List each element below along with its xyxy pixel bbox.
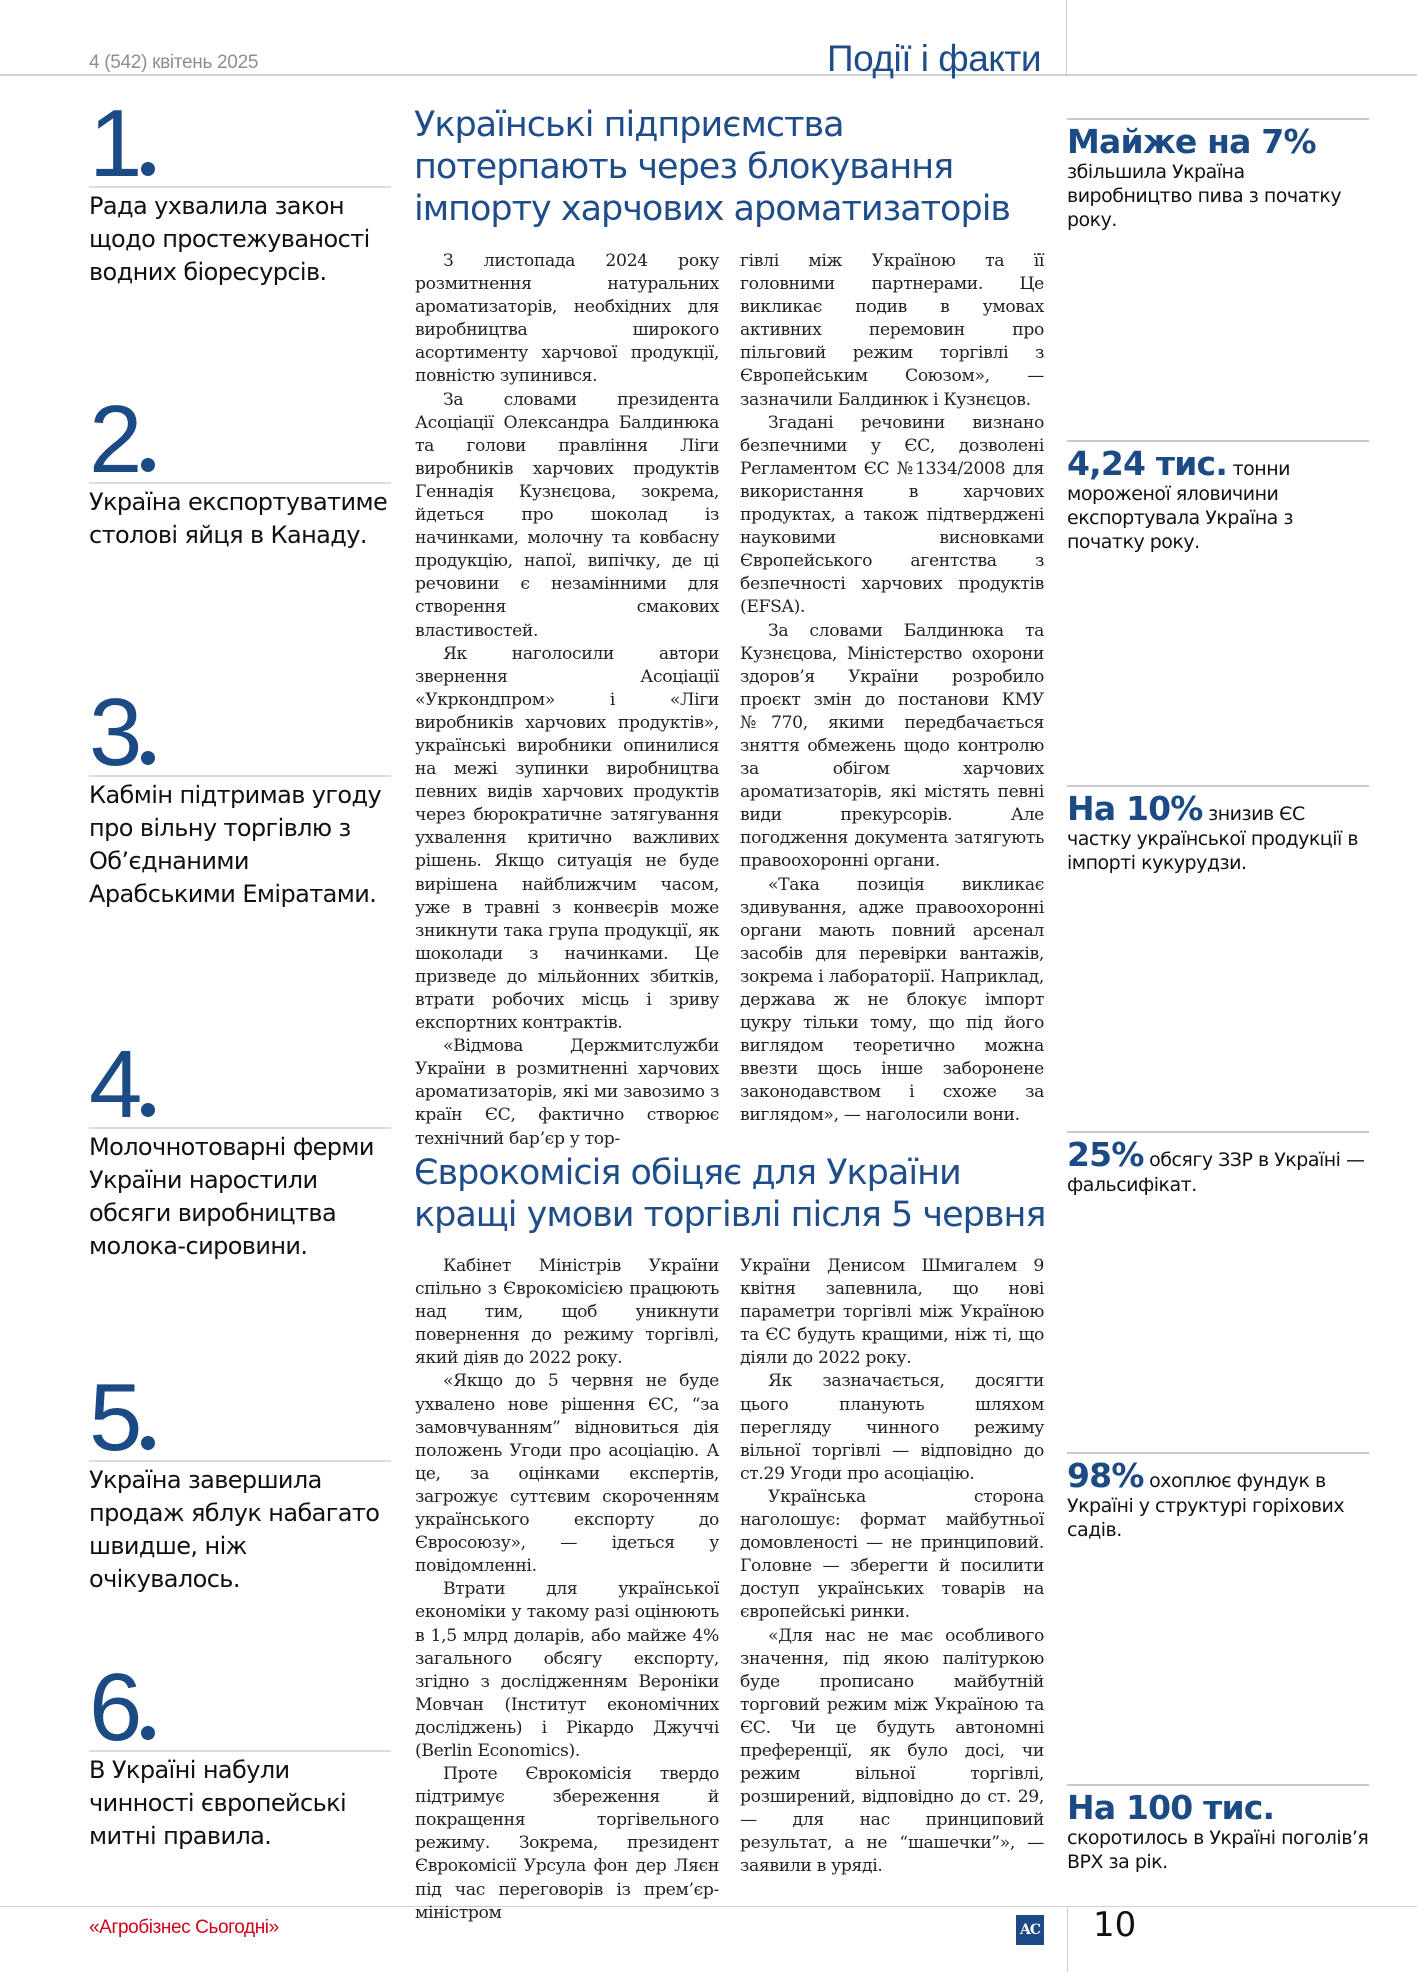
paragraph: «Така позиція викликає здивування, адже правоохоронні органи мають повний арсенал засобів для перевірки вантажів, зокрема і лабораторії. Наприклад, держава ж не блокує імпорт цукру тільки тому, що під його виглядом теоретично можна ввезти щось інше заборонене законодавством і схоже за виглядом», — наголосили вони.: [740, 874, 1044, 1126]
paragraph: За словами Балдинюка та Кузнєцова, Міністерство охорони здоров’я України розробило проєкт змін до постанови КМУ №770, якими передбачається зняття обмежень щодо контролю за обігом харчових ароматизаторів, які містять певні види прекурсорів. Але погодження документа затягують правоохоронні органи.: [740, 620, 1044, 872]
paragraph: «Відмова Держмитслужби України в розмитненні харчових ароматизаторів, які ми завозимо з країн ЄС, фактично створює технічний бар’єр у тор-: [415, 1036, 719, 1149]
news-text: Кабмін підтримав угоду про вільну торгівлю з Об’єднаними Арабськими Еміратами.: [89, 781, 382, 908]
article-2-column-1: [415, 1255, 719, 1925]
fact-value: 4,24 тис.: [1067, 444, 1228, 483]
fact-2: [1067, 440, 1373, 554]
fact-rule: [1067, 785, 1369, 787]
article-2-headline: Єврокомісія обіцяє для України кращі умови торгівлі після 5 червня: [414, 1153, 1046, 1235]
news-item-1: [89, 90, 389, 289]
news-item-3: [89, 679, 389, 911]
article-1-column-2: [740, 250, 1044, 1128]
ac-logo-icon: AC: [1016, 1915, 1044, 1945]
news-number: 3: [89, 693, 389, 773]
fact-line: [1067, 1137, 1373, 1197]
paragraph: гівлі між Україною та її головними партнерами. Це викликає подив в умовах активних перемовин про пільговий режим торгівлі з Європейським Союзом», — зазначили Балдинюк і Кузнєцов.: [740, 251, 1044, 410]
fact-3: [1067, 785, 1373, 875]
news-number: 5: [89, 1378, 389, 1458]
news-item-2: [89, 386, 389, 552]
paragraph: Кабінет Міністрів України спільно з Єврокомісією працюють над тим, щоб уникнути повернення до режиму торгівлі, який діяв до 2022 року.: [415, 1256, 719, 1369]
news-text: Рада ухвалила закон щодо простежуваності водних біоресурсів.: [89, 192, 370, 286]
dot-icon: [141, 162, 155, 176]
fact-1: [1067, 118, 1373, 232]
news-text: Молочнотоварні ферми України наростили обсяги виробництва молока-сировини.: [89, 1133, 374, 1260]
paragraph: «Для нас не має особливого значення, під якою палітуркою буде прописано майбутній торговий режим між Україною та ЄС. Чи це будуть автономні преференції, як було досі, чи режим вільної торгівлі, розширений, відповідно до ст. 29, — для нас принциповий результат, а не “шашечки”», — заявили в уряді.: [740, 1625, 1044, 1877]
paragraph: «Якщо до 5 червня не буде ухвалено нове рішення ЄС, “за замовчуванням” відновиться дія положень Угоди про асоціацію. А це, за оцінками експертів, загрожує суттєвим скороченням українського експорту до Євросоюзу», — ідеться у повідомленні.: [415, 1371, 719, 1577]
article-1-headline: Українські підприємства потерпають через блокування імпорту харчових ароматизаторів: [414, 105, 1011, 229]
news-number: 6: [89, 1668, 389, 1748]
section-title: Події і факти: [827, 38, 1041, 79]
fact-text: охоплює фундук в Україні у структурі горіхових садів.: [1067, 1470, 1345, 1541]
news-number: 1: [89, 104, 389, 184]
dot-icon: [141, 458, 155, 472]
fact-text: знизив ЄС частку української продукції в імпорті кукурудзи.: [1067, 803, 1359, 874]
paragraph: Проте Єврокомісія твердо підтримує збереження й покращення торгівельного режиму. Зокрема, президент Єврокомісії Урсула фон дер Ляєн під час переговорів із прем’єр-міністром: [415, 1764, 719, 1923]
fact-text: обсягу ЗЗР в Україні — фальсифікат.: [1067, 1149, 1365, 1196]
issue-label: 4 (542) квітень 2025: [89, 52, 259, 73]
article-1-column-1: [415, 250, 719, 1151]
fact-4: [1067, 1131, 1373, 1197]
fact-value: На 100 тис.: [1067, 1788, 1275, 1827]
fact-text: збільшила Україна виробництво пива з початку року.: [1067, 161, 1342, 231]
news-item-4: [89, 1031, 389, 1263]
fact-line: [1067, 1458, 1373, 1542]
footer-divider: [1067, 1906, 1068, 1972]
fact-5: [1067, 1452, 1373, 1542]
fact-rule: [1067, 440, 1369, 442]
dot-icon: [141, 1726, 155, 1740]
news-item-5: [89, 1364, 389, 1596]
dot-icon: [141, 751, 155, 765]
paragraph: Згадані речовини визнано безпечними у ЄС, дозволені Регламентом ЄС №1334/2008 для використання в харчових продуктах, а також підтверджені науковими висновками Європейського агентства з безпечності харчових продуктів (EFSA).: [740, 412, 1044, 618]
fact-line: [1067, 791, 1373, 875]
fact-line: [1067, 446, 1373, 554]
fact-value: Майже на 7%: [1067, 122, 1316, 161]
news-number: 2: [89, 400, 389, 480]
fact-text: тонни мороженої яловичини експортувала Україна з початку року.: [1067, 458, 1293, 553]
paragraph: За словами президента Асоціації Олександра Балдинюка та голови правління Ліги виробників харчових продуктів Геннадія Кузнєцова, зокрема, йдеться про шоколад із начинками, молочну та ковбасну продукцію, напої, випічку, де ці речовини є незамінними для створення смакових властивостей.: [415, 389, 719, 641]
fact-value: 25%: [1067, 1135, 1144, 1174]
paragraph: З листопада 2024 року розмитнення натуральних ароматизаторів, необхідних для виробництва широкого асортименту харчової продукції, повністю зупинився.: [415, 251, 719, 387]
fact-rule: [1067, 118, 1369, 120]
paragraph: Втрати для української економіки у такому разі оцінюють в 1,5 млрд доларів, або майже 4% загального обсягу експорту, згідно з дослідженням Вероніки Мовчан (Інститут економічних досліджень) і Рікардо Джуччі (Berlin Economics).: [415, 1579, 719, 1761]
paragraph: Українська сторона наголошує: формат майбутньої домовленості — не принциповий. Головне — зберегти й посилити доступ українських товарів на європейські ринки.: [740, 1486, 1044, 1623]
fact-rule: [1067, 1784, 1369, 1786]
news-text: Україна експортуватиме столові яйця в Канаду.: [89, 488, 388, 549]
right-margin-rule-top: [1066, 0, 1067, 75]
fact-value: 98%: [1067, 1456, 1144, 1495]
paragraph: Як зазначається, досягти цього планують шляхом перегляду чинного режиму вільної торгівлі — відповідно до ст.29 Угоди про асоціацію.: [740, 1371, 1044, 1484]
page-number: 10: [1093, 1905, 1137, 1945]
news-text: В Україні набули чинності європейські митні правила.: [89, 1756, 347, 1850]
fact-6: [1067, 1784, 1373, 1874]
header-rule: [0, 74, 1417, 76]
fact-value: На 10%: [1067, 789, 1203, 828]
news-item-6: [89, 1654, 389, 1853]
fact-rule: [1067, 1452, 1369, 1454]
news-number: 4: [89, 1045, 389, 1125]
publication-name: «Агробізнес Сьогодні»: [89, 1917, 279, 1938]
dot-icon: [141, 1103, 155, 1117]
fact-text: скоротилось в Україні поголів’я ВРХ за рік.: [1067, 1827, 1369, 1873]
news-text: Україна завершила продаж яблук набагато швидше, ніж очікувалось.: [89, 1466, 380, 1593]
paragraph: України Денисом Шмигалем 9 квітня запевнила, що нові параметри торгівлі між Україною та ЄС будуть кращими, ніж ті, що діяли до 2022 року.: [740, 1256, 1044, 1369]
article-2-column-2: [740, 1255, 1044, 1879]
dot-icon: [141, 1436, 155, 1450]
paragraph: Як наголосили автори звернення Асоціації «Укркондпром» і «Ліги виробників харчових продуктів», українські виробники опинилися на межі зупинки виробництва певних видів харчових продуктів через бюрократичне затягування ухвалення критично важливих рішень. Якщо ситуація не буде вирішена найближчим часом, уже в травні з конвеєрів може зникнути така група продукції, як шоколади з начинками. Це призведе до мільйонних збитків, втрати робочих місць і зриву експортних контрактів.: [415, 643, 719, 1034]
fact-rule: [1067, 1131, 1369, 1133]
